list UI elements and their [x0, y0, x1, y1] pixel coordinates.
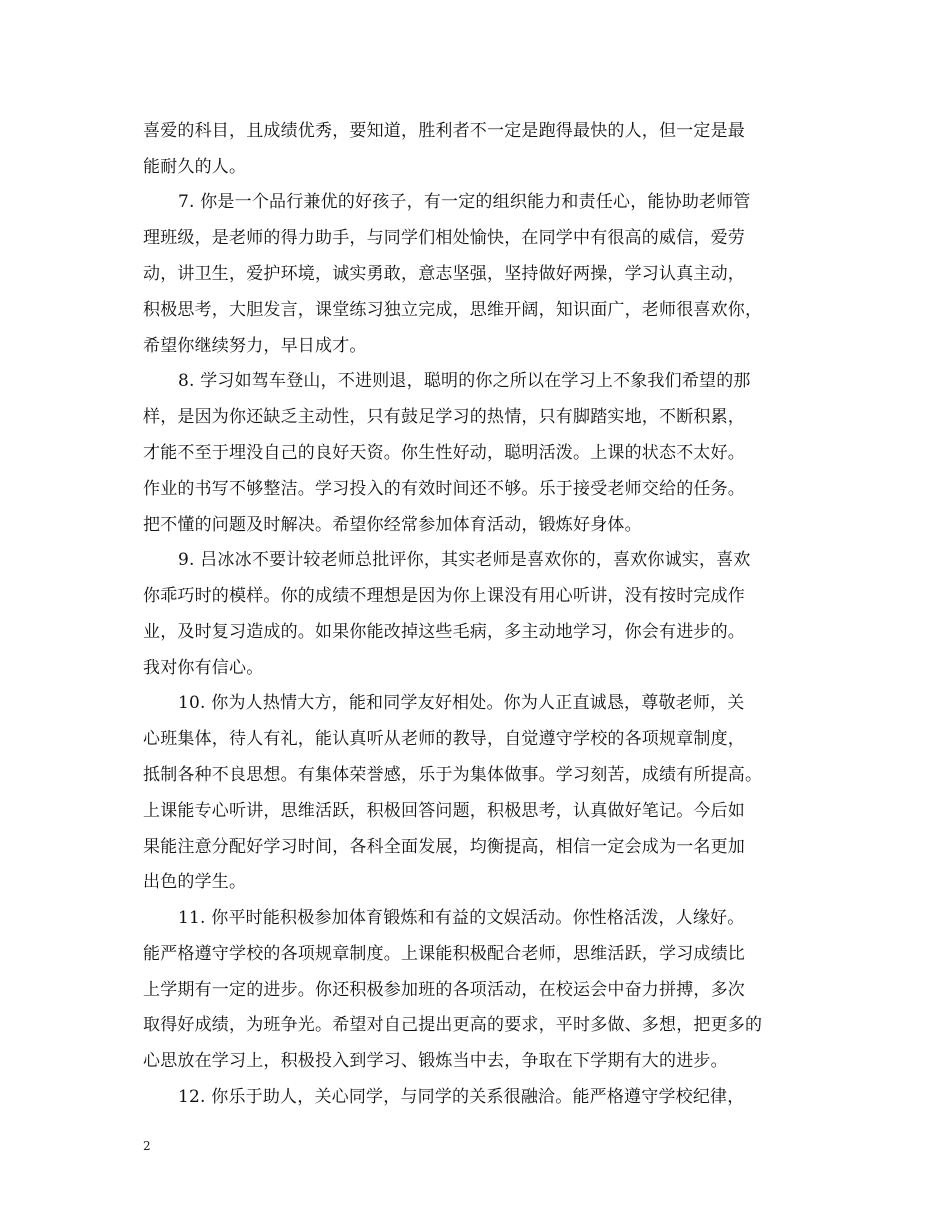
text-line: 心班集体，待人有礼，能认真听从老师的教导，自觉遵守学校的各项规章制度，	[143, 729, 745, 749]
text-line: 果能注意分配好学习时间，各科全面发展，均衡提高，相信一定会成为一名更加	[143, 837, 745, 857]
text-line: 7. 你是一个品行兼优的好孩子，有一定的组织能力和责任心，能协助老师管	[178, 192, 751, 212]
text-line: 业，及时复习造成的。如果你能改掉这些毛病，多主动地学习，你会有进步的。	[143, 622, 745, 642]
text-line: 8. 学习如驾车登山，不进则退，聪明的你之所以在学习上不象我们希望的那	[178, 371, 751, 391]
text-line: 能严格遵守学校的各项规章制度。上课能积极配合老师，思维活跃，学习成绩比	[143, 944, 745, 964]
text-line: 动，讲卫生，爱护环境，诚实勇敢，意志坚强，坚持做好两操，学习认真主动，	[143, 264, 745, 284]
text-line: 你乖巧时的模样。你的成绩不理想是因为你上课没有用心听讲，没有按时完成作	[143, 586, 745, 606]
text-line: 喜爱的科目，且成绩优秀，要知道，胜利者不一定是跑得最快的人，但一定是最	[143, 121, 745, 141]
text-line: 上课能专心听讲，思维活跃，积极回答问题，积极思考，认真做好笔记。今后如	[143, 801, 745, 821]
text-line: 才能不至于埋没自己的良好天资。你生性好动，聪明活泼。上课的状态不太好。	[143, 443, 745, 463]
text-line: 把不懂的问题及时解决。希望你经常参加体育活动，锻炼好身体。	[143, 515, 642, 535]
text-line: 心思放在学习上，积极投入到学习、锻炼当中去，争取在下学期有大的进步。	[143, 1051, 728, 1071]
text-line: 10. 你为人热情大方，能和同学友好相处。你为人正直诚恳，尊敬老师，关	[178, 693, 745, 713]
text-line: 11. 你平时能积极参加体育锻炼和有益的文娱活动。你性格活泼，人缘好。	[178, 908, 745, 928]
text-line: 作业的书写不够整洁。学习投入的有效时间还不够。乐于接受老师交给的任务。	[143, 479, 745, 499]
text-line: 12. 你乐于助人，关心同学，与同学的关系很融洽。能严格遵守学校纪律，	[178, 1087, 745, 1107]
text-line: 希望你继续努力，早日成才。	[143, 336, 367, 356]
text-line: 理班级，是老师的得力助手，与同学们相处愉快，在同学中有很高的威信，爱劳	[143, 228, 745, 248]
text-line: 我对你有信心。	[143, 658, 264, 678]
text-line: 取得好成绩，为班争光。希望对自己提出更高的要求，平时多做、多想，把更多的	[143, 1015, 763, 1035]
text-line: 上学期有一定的进步。你还积极参加班的各项活动，在校运会中奋力拼搏，多次	[143, 980, 745, 1000]
text-line: 积极思考，大胆发言，课堂练习独立完成，思维开阔，知识面广，老师很喜欢你，	[143, 300, 763, 320]
text-line: 出色的学生。	[143, 872, 247, 892]
text-line: 样，是因为你还缺乏主动性，只有鼓足学习的热情，只有脚踏实地，不断积累，	[143, 407, 745, 427]
text-line: 9. 吕冰冰不要计较老师总批评你，其实老师是喜欢你的，喜欢你诚实，喜欢	[178, 550, 751, 570]
page-number: 2	[143, 1139, 151, 1153]
text-line: 能耐久的人。	[143, 157, 247, 177]
text-line: 抵制各种不良思想。有集体荣誉感，乐于为集体做事。学习刻苦，成绩有所提高。	[143, 765, 763, 785]
